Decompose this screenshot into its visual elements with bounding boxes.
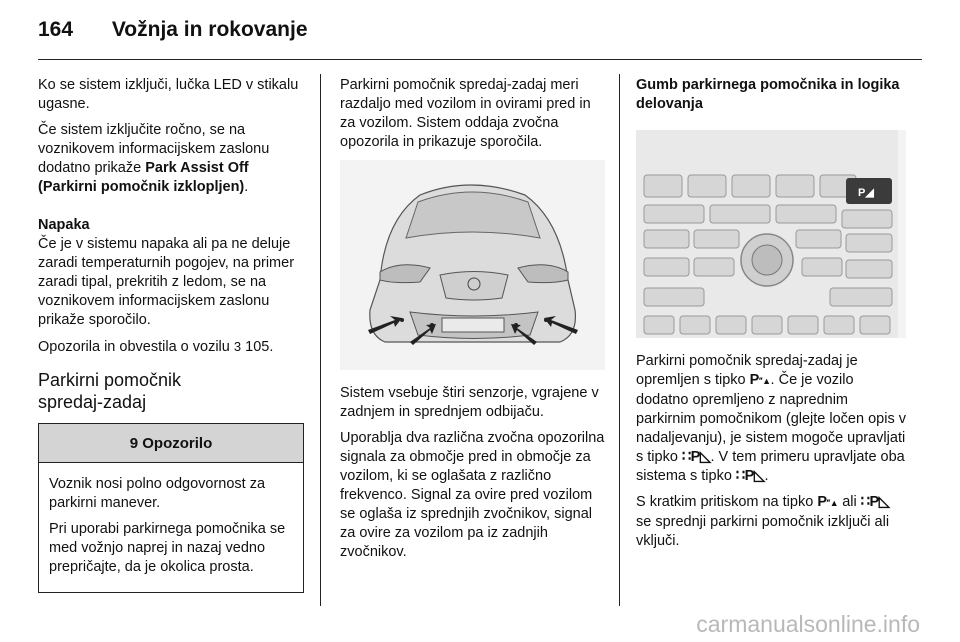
napaka-heading: Napaka bbox=[38, 217, 90, 233]
column-1 bbox=[38, 76, 304, 593]
warning-title: Opozorilo bbox=[142, 435, 213, 452]
svg-text:P◢: P◢ bbox=[858, 187, 874, 199]
warning-box bbox=[38, 423, 304, 593]
park-assist-key-icon: P′′▲ bbox=[749, 372, 771, 388]
subsection-heading: Gumb parkirnega pomočnika in logika delovanja bbox=[636, 77, 900, 112]
page-title: Vožnja in rokovanje bbox=[111, 18, 308, 41]
section-title: Parkirni pomočnik spredaj-zadaj bbox=[38, 370, 182, 412]
column-divider-1 bbox=[320, 74, 321, 606]
watermark: carmanualsonline.info bbox=[696, 611, 920, 637]
advanced-park-assist-key-icon: ∷P◺ bbox=[735, 468, 765, 484]
column-3 bbox=[636, 76, 906, 558]
paragraph: Parkirni pomočnik spredaj-zadaj je opremljen s tipko P′′▲. Če je vozilo dodatno opremljeno z naprednim parkirnim pomočnikom (glejte ločen opis v nadaljevanju), je sistem mogoče upravljati s tipko ∷P◺. V tem primeru upravljate oba sistema s tipko ∷P◺. bbox=[636, 353, 906, 484]
column-2 bbox=[340, 76, 605, 569]
park-assist-key-icon: P′′▲ bbox=[817, 494, 839, 510]
paragraph: Sistem vsebuje štiri senzorje, vgrajene v zadnjem in sprednjem odbijaču. bbox=[340, 385, 599, 420]
center-console-icon bbox=[636, 130, 898, 338]
advanced-park-assist-key-icon: ∷P◺ bbox=[681, 449, 711, 465]
car-front-icon bbox=[340, 160, 605, 370]
paragraph: S kratkim pritiskom na tipko P′′▲ ali ∷P◺ se sprednji parkirni pomočnik izključi ali vključi. bbox=[636, 494, 890, 549]
page-header bbox=[38, 18, 308, 42]
car-sensor-illustration bbox=[340, 160, 605, 370]
console-illustration bbox=[636, 130, 906, 338]
paragraph: Parkirni pomočnik spredaj-zadaj meri razdaljo med vozilom in ovirami pred in za vozilom. Sistem oddaja zvočna opozorila in prikazuje sporočila. bbox=[340, 77, 591, 150]
advanced-park-assist-key-icon: ∷P◺ bbox=[860, 494, 890, 510]
header-rule bbox=[38, 59, 922, 60]
paragraph: Če je v sistemu napaka ali pa ne deluje zaradi temperaturnih pogojev, na primer zaradi tipal, prekritih z ledom, se na voznikovem informacijskem zaslonu prikaže sporočilo. bbox=[38, 236, 295, 328]
bold-term: Park Assist Off (Parkirni pomočnik izklopljen) bbox=[38, 160, 249, 195]
warning-icon: 9 bbox=[129, 435, 139, 452]
paragraph: Uporablja dva različna zvočna opozorilna signala za območje pred in območje za vozilom, ki se oglašata z različno frekvenco. Signal za ovire pred vozilom se oglaša iz sprednjih zvočnikov, signal za ovire za vozilom pa iz zadnjih zvočnikov. bbox=[340, 430, 605, 560]
reference-arrow-icon: 3 bbox=[233, 339, 242, 354]
column-divider-2 bbox=[619, 74, 620, 606]
warning-header bbox=[39, 424, 303, 463]
page-number: 164 bbox=[38, 18, 74, 41]
cross-reference[interactable]: Opozorila in obvestila o vozilu 3 105. bbox=[38, 339, 274, 355]
paragraph: Ko se sistem izključi, lučka LED v stikalu ugasne. bbox=[38, 77, 299, 112]
paragraph: Če sistem izključite ročno, se na voznikovem informacijskem zaslonu dodatno prikaže Park Assist Off (Parkirni pomočnik izklopljen). bbox=[38, 122, 270, 195]
warning-body: Voznik nosi polno odgovornost za parkirni manever. Pri uporabi parkirnega pomočnika se med vožnjo naprej in nazaj vedno prepričajte, da je okolica prosta. bbox=[49, 476, 286, 575]
